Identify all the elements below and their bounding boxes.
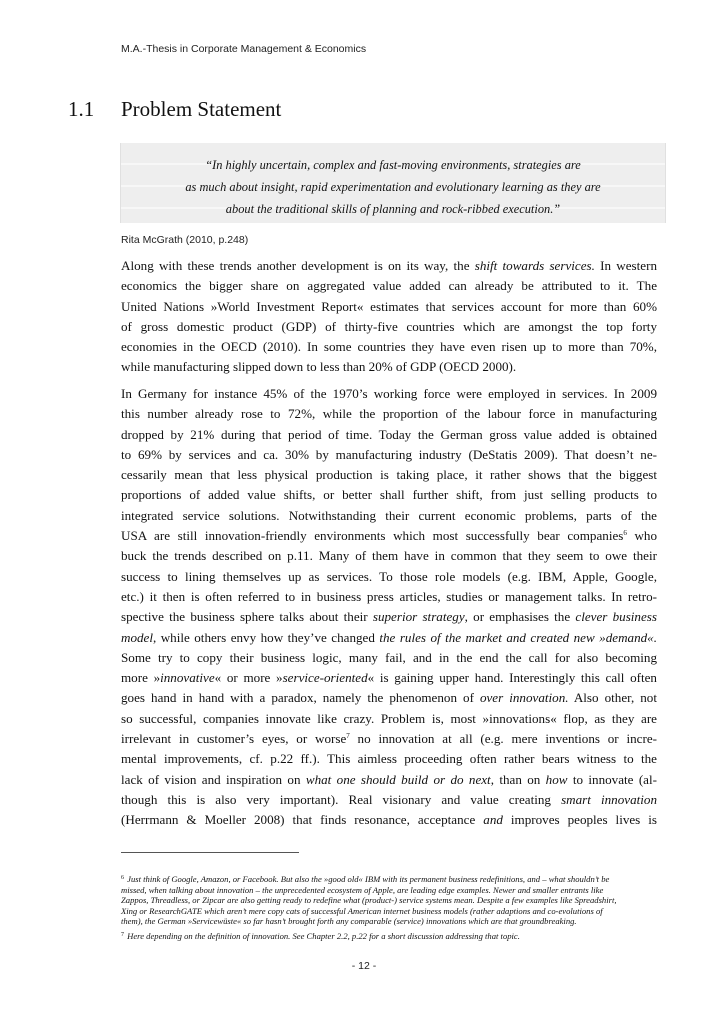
emphasis: service-oriented: [282, 670, 368, 686]
text-line: spective the business sphere talks about their superior strategy, or emphasises the clever business: [121, 609, 657, 625]
paragraph-1: [121, 256, 657, 378]
footnote-6-line: missed, when talking about innovation – the unprecedented ecosystem of Apple, are leading edge examples. Newer and smaller entrants like: [121, 884, 604, 895]
quote-line: “In highly uncertain, complex and fast-moving environments, strategies are: [205, 158, 581, 172]
running-header: M.A.-Thesis in Corporate Management & Economics: [121, 43, 367, 55]
emphasis: clever business: [575, 609, 657, 625]
text-line: dropped by 21% during that period of time. Today the German gross value added is obtained: [121, 426, 657, 442]
text-line: while manufacturing slipped down to less than 20% of GDP (OECD 2000).: [121, 359, 517, 375]
text-line: though this is also very important). Real visionary and value creating smart innovation: [121, 791, 657, 807]
text-line: so successful, companies innovate like crazy. Problem is, most »innovations« flop, as they are: [121, 710, 657, 726]
text-line: etc.) it then is often referred to in business press articles, studies or management talks. In retro-: [121, 588, 657, 604]
emphasis: the rules of the market and created new »demand«.: [379, 629, 657, 645]
quote-line: as much about insight, rapid experimentation and evolutionary learning as they are: [185, 180, 601, 194]
text-line: economies in the OECD (2010). In some countries they have even risen up to more than 70%,: [121, 339, 657, 355]
emphasis: over innovation.: [479, 690, 569, 706]
text-line: cessarily mean that less physical production is taking place, it rather shows that the biggest: [121, 467, 657, 483]
emphasis: what one should build or do next: [305, 771, 491, 787]
footnote-6-mark: 6: [121, 875, 124, 881]
footnote-separator: [121, 852, 299, 853]
text-line: to 69% by services and ca. 30% by manufacturing industry (DeStatis 2009). That doesn’t ne-: [121, 446, 657, 462]
footnote-7-mark: 7: [121, 931, 124, 938]
text-line: of gross domestic product (GDP) of thirty-five countries which are amongst the top forty: [121, 318, 657, 334]
footnote-6-line: Zappos, Threadless, or Zipcar are also getting ready to redefine what (product-) service systems mean. Despite a few examples like Spreadshirt,: [121, 895, 617, 906]
text-line: model, while others envy how they’ve changed the rules of the market and created new »demand«.: [121, 629, 657, 645]
emphasis: superior strategy: [372, 609, 465, 625]
emphasis: shift towards services.: [474, 258, 595, 273]
section-heading: [68, 97, 281, 122]
text-line: lack of vision and inspiration on what one should build or do next, than on how to innovate (al-: [121, 771, 657, 787]
text-line: United Nations »World Investment Report« estimates that services account for more than 60%: [121, 298, 657, 314]
text-line: success to lining themselves up as services. To those role models (e.g. IBM, Apple, Google,: [121, 568, 657, 584]
quote-attribution: Rita McGrath (2010, p.248): [121, 234, 249, 246]
footnote-6-line: $^6$ Just think of Google, Amazon, or Facebook. But also the »good old« IBM with its permanent business redefinitions, and – what shouldn’t be: [121, 874, 610, 884]
footnotes: [121, 874, 661, 942]
footnote-ref-7: 7: [346, 732, 350, 741]
text-line: this number already rose to 72%, while the proportion of the labour force in manufacturing: [121, 406, 657, 422]
text-line: integrated service solutions. Notwithstanding their current economic problems, parts of the: [121, 507, 657, 523]
epigraph-quote-box: [120, 143, 666, 223]
text-line: irrelevant in customer’s eyes, or worse$^7$ no innovation at all (e.g. mere inventions or incre-: [121, 731, 657, 747]
text-line: mental improvements, cf. p.22 ff.). This aimless proceeding often rather bears witness to the: [121, 751, 657, 767]
text-line: buck the trends described on p.11. Many of them have in common that they seem to owe their: [121, 548, 657, 564]
emphasis: how: [545, 771, 568, 787]
quote-line: about the traditional skills of planning and rock-ribbed execution.”: [225, 202, 561, 216]
text-line: proportions of added value shifts, or better shall further shift, from just selling products to: [121, 487, 657, 503]
text-line: Some try to copy their business logic, many fail, and in the end the call for also becoming: [121, 649, 657, 665]
footnote-7-line: $^7$ Here depending on the definition of innovation. See Chapter 2.2, p.22 for a short discussion addressing that topic.: [121, 930, 520, 941]
text-line: Along with these trends another development is on its way, the shift towards services. In western: [121, 258, 657, 273]
footnote-6-line: Xing or ResearchGATE which aren’t mere copy cats of successful American internet business models (rather adaptions and co-evolutions of: [121, 905, 603, 916]
text-line: In Germany for instance 45% of the 1970’s working force were employed in services. In 2009: [121, 386, 657, 401]
text-line: (Herrmann & Moeller 2008) that finds resonance, acceptance and improves peoples lives is: [121, 812, 657, 828]
text-line: USA are still innovation-friendly environments which most successfully bear companies$^6$ who: [121, 528, 658, 544]
emphasis: innovative: [160, 670, 215, 686]
section-number: 1.1: [68, 97, 95, 121]
page-number: - 12 -: [351, 960, 377, 972]
emphasis: model: [121, 629, 153, 645]
text-line: more »innovative« or more »service-oriented« is gaining upper hand. Interestingly this call often: [121, 670, 657, 686]
text-line: economics the bigger share on aggregated value added can already be attributed to it. The: [121, 278, 657, 294]
section-title: Problem Statement: [121, 97, 282, 121]
footnote-ref-6: 6: [623, 529, 627, 538]
emphasis: smart innovation: [561, 791, 657, 807]
text-line: goes hand in hand with a paradox, namely the phenomenon of over innovation. Also other, not: [121, 690, 657, 706]
emphasis: and: [483, 812, 503, 828]
paragraph-2: [121, 384, 657, 831]
footnote-6-line: them), the German »Servicewüste« so far hasn’t brought forth any comparable (service) innovations which are that groundbreaking.: [121, 916, 577, 927]
